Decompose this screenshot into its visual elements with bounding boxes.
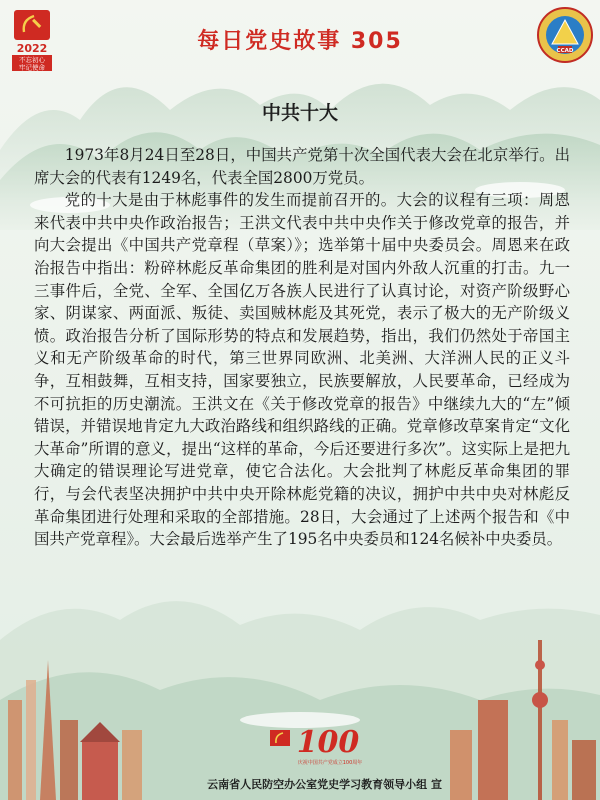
article-body (34, 144, 570, 551)
page-title: 每日党史故事 305 (197, 29, 403, 54)
article-heading: 中共十大 (261, 102, 338, 124)
party-flag-icon (270, 730, 290, 746)
centennial-number: 100 (296, 725, 360, 760)
centennial-emblem (268, 716, 368, 772)
civil-defense-emblem-icon (536, 6, 594, 64)
footer-credit: 云南省人民防空办公室党史学习教育领导小组 宣 (207, 778, 442, 791)
paragraph-2: 党的十大是由于林彪事件的发生而提前召开的。大会的议程有三项：周恩来代表中共中央作政治报告；王洪文代表中共中央作关于修改党章的报告，并向大会提出《中国共产党章程（草案）》；选举第十届中央委员会。周恩来在政治报告中指出：粉碎林彪反革命集团的胜利是对国内外敌人沉重的打击。九一三事件后，全党、全军、全国亿万各族人民进行了认真讨论，对资产阶级野心家、阴谋家、两面派、叛徒、卖国贼林彪及其死党，表示了极大的无产阶级义愤。政治报告分析了国际形势的特点和发展趋势，指出，我们仍然处于帝国主义和无产阶级革命的时代，第三世界同欧洲、北美洲、大洋洲人民的正义斗争，互相鼓舞，互相支持，国家要独立，民族要解放，人民要革命，已经成为不可抗拒的历史潮流。王洪文在《关于修改党章的报告》中继续九大的“左”倾错误，并错误地肯定九大政治路线和组织路线的正确。党章修改草案肯定“文化大革命”所谓的意义，提出“这样的革命，今后还要进行多次”。这实际上是把九大确定的错误理论写进党章，使它合法化。大会批判了林彪反革命集团的罪行，与会代表坚决拥护中共中央开除林彪党籍的决议，拥护中共中央对林彪反革命集团进行处理和采取的全部措施。28日，大会通过了上述两个报告和《中国共产党章程》。大会最后选举产生了195名中央委员和124名候补中央委员。 (34, 191, 570, 549)
badge-motto-2: 牢记使命 (19, 63, 45, 72)
emblem-label: CCAD (556, 48, 574, 54)
centennial-caption: 庆祝中国共产党成立100周年 (297, 760, 363, 766)
badge-motto-1: 不忘初心 (19, 56, 45, 64)
badge-year: 2022 (16, 42, 48, 55)
paragraph-1: 1973年8月24日至28日，中国共产党第十次全国代表大会在北京举行。出席大会的代表有1249名，代表全国2800万党员。 (34, 146, 570, 187)
